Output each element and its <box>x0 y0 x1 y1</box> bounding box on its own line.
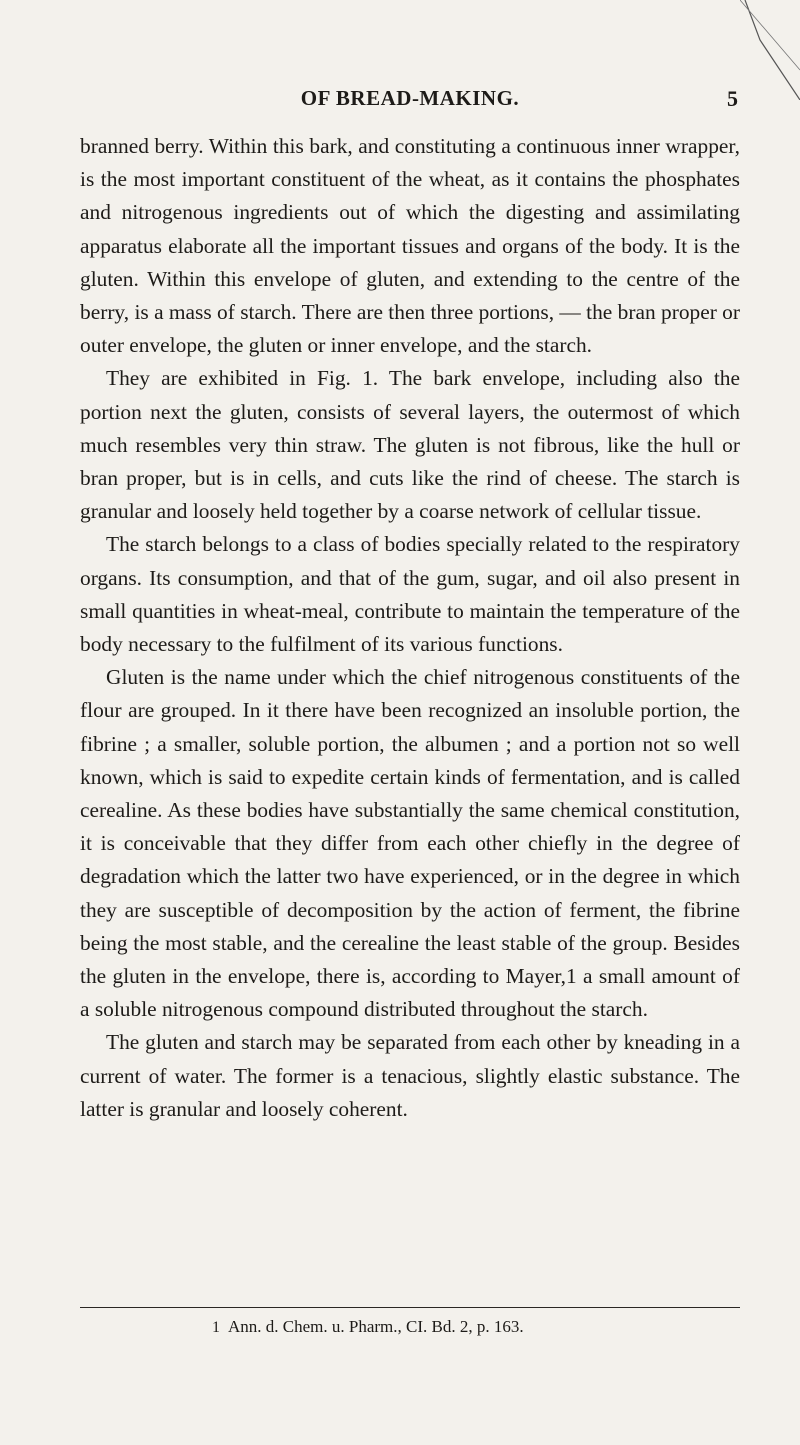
paragraph: The gluten and starch may be separated from each other by kneading in a current of water. The former is a tenacious, slightly elastic substance. The latter is granular and loosely coherent. <box>80 1030 740 1121</box>
paragraph: branned berry. Within this bark, and constituting a continuous inner wrapper, is the most important constituent of the wheat, as it contains the phosphates and nitrogenous ingredients out of which the digesting and assimilating apparatus elaborate all the important tissues and organs of the body. It is the gluten. Within this envelope of gluten, and extending to the centre of the berry, is a mass of starch. There are then three portions, — the bran proper or outer envelope, the gluten or inner envelope, and the starch. <box>80 134 740 358</box>
page-corner-fold <box>740 0 800 100</box>
footnote-text: Ann. d. Chem. u. Pharm., CI. Bd. 2, p. 163. <box>228 1317 524 1336</box>
footnote-rule <box>80 1307 740 1308</box>
running-head-title: OF BREAD-MAKING. <box>300 86 520 110</box>
paragraph: The starch belongs to a class of bodies specially related to the respiratory organs. Its consumption, and that of the gum, sugar, and oil also present in small quantities in wheat-meal, contribute to maintain the temperature of the body necessary to the fulfilment of its various functions. <box>80 532 740 657</box>
paragraph: Gluten is the name under which the chief nitrogenous constituents of the flour are grouped. In it there have been recognized an insoluble portion, the fibrine ; a smaller, soluble portion, the albumen ; and a portion not so well known, which is said to expedite certain kinds of fermentation, and is called cerealine. As these bodies have substantially the same chemical constitution, it is conceivable that they differ from each other chiefly in the degree of degradation which the latter two have experienced, or in the degree in which they are susceptible of decomposition by the action of ferment, the fibrine being the most stable, and the cerealine the least stable of the group. Besides the gluten in the envelope, there is, according to Mayer,1 a small amount of a soluble nitrogenous compound distributed throughout the starch. <box>80 665 740 1022</box>
paragraph: They are exhibited in Fig. 1. The bark envelope, including also the portion next the gluten, consists of several layers, the outermost of which much resembles very thin straw. The gluten is not fibrous, like the hull or bran proper, but is in cells, and cuts like the rind of cheese. The starch is granular and loosely held together by a coarse network of cellular tissue. <box>80 366 740 524</box>
page-number: 5 <box>727 86 738 111</box>
body-text <box>80 130 740 1126</box>
footnote <box>212 1316 752 1339</box>
running-head <box>82 86 738 112</box>
footnote-mark: 1 <box>212 1319 220 1336</box>
